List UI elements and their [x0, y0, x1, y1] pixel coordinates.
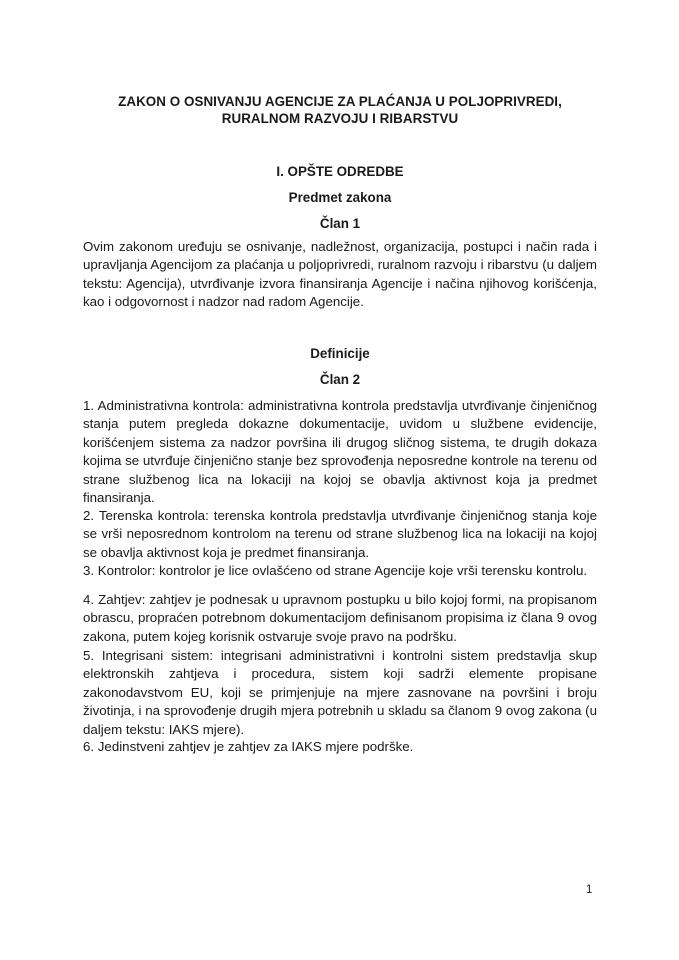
- section-heading: I. OPŠTE ODREDBE: [276, 164, 404, 179]
- title-line-1: ZAKON O OSNIVANJU AGENCIJE ZA PLAĆANJA U POLJOPRIVREDI,: [118, 94, 562, 109]
- article-1-paragraph: Ovim zakonom uređuju se osnivanje, nadležnost, organizacija, postupci i način rada i upravljanja Agencijom za plaćanja u poljoprivredi, ruralnom razvoju i ribarstvu (u daljem tekstu: Agencija), utvrđivanje izvora finansiranja Agencije i načina njihovog korišćenja, kao i odgovornost i nadzor nad radom Agencije.: [83, 239, 597, 310]
- definition-5: 5. Integrisani sistem: integrisani administrativni i kontrolni sistem predstavlja skup elektronskih zahtjeva i procedura, sistem koji sadrži elemente propisane zakonodavstvom EU, koji se primjenjuje na mjere zasnovane na površini i broju životinja, i na sprovođenje drugih mjera potrebnih u skladu sa članom 9 ovog zakona (u daljem tekstu: IAKS mjere).: [83, 648, 597, 737]
- title-line-2: RURALNOM RAZVOJU I RIBARSTVU: [221, 111, 459, 126]
- definition-1: 1. Administrativna kontrola: administrativna kontrola predstavlja utvrđivanje činjeničnog stanja putem pregleda dokazne dokumentacije, uvidom u službene evidencije, korišćenjem sistema za nadzor površina ili drugog sličnog sistema, te drugih dokaza kojima se utvrđuje činjenično stanje bez sprovođenja neposredne kontrole na terenu od strane službenog lica na lokaciji na kojoj se obavlja aktivnost koja ja predmet finansiranja.: [83, 398, 597, 506]
- article-2-heading: Član 2: [319, 372, 361, 387]
- definition-3: 3. Kontrolor: kontrolor je lice ovlašćeno od strane Agencije koje vrši terensku kontrolu.: [83, 563, 588, 578]
- article-1-subject: Predmet zakona: [288, 190, 392, 205]
- definition-6: 6. Jedinstveni zahtjev je zahtjev za IAKS mjere podrške.: [83, 739, 414, 754]
- definition-4: 4. Zahtjev: zahtjev je podnesak u upravnom postupku u bilo kojoj formi, na propisanom obrascu, propraćen potrebnom dokumentacijom definisanom propisima iz člana 9 ovog zakona, putem kojeg korisnik ostvaruje svoje pravo na podršku.: [83, 592, 597, 644]
- page-number: 1: [586, 884, 593, 896]
- article-1-heading: Član 1: [319, 216, 361, 231]
- document-title: [83, 93, 597, 127]
- article-2-subject: Definicije: [310, 346, 370, 361]
- definition-2: 2. Terenska kontrola: terenska kontrola predstavlja utvrđivanje činjeničnog stanja koje se vrši neposrednom kontrolom na terenu od strane službenog lica na lokaciji na kojoj se obavlja aktivnost koja je predmet finansiranja.: [83, 508, 597, 560]
